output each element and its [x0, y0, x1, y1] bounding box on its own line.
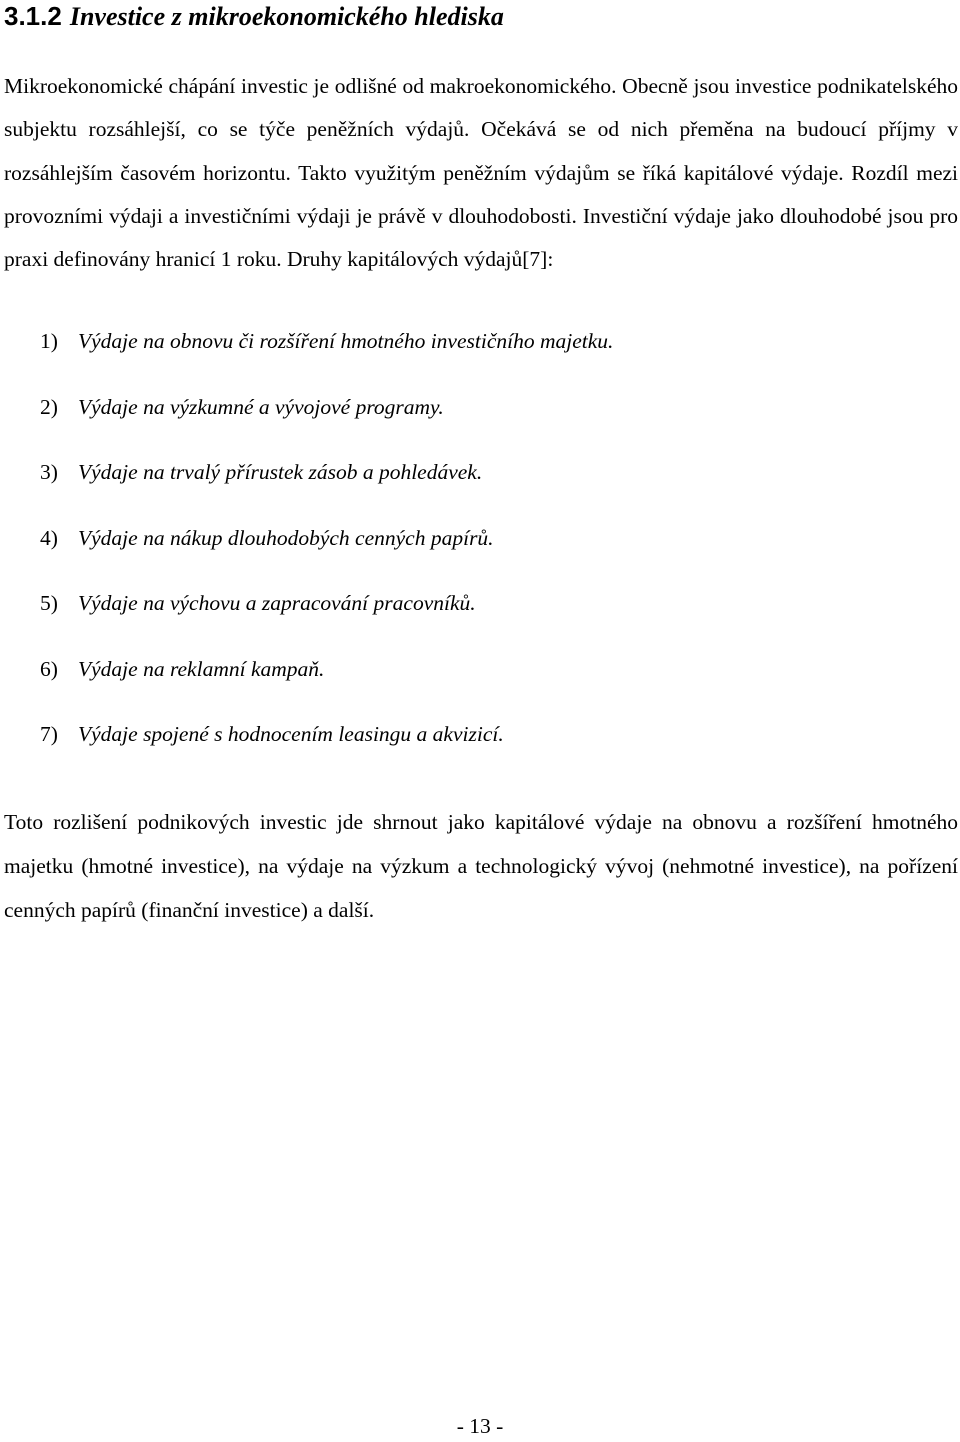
section-heading: [4, 0, 504, 33]
list-item: [40, 582, 613, 648]
list-item: [40, 386, 613, 452]
page-number: - 13 -: [456, 1414, 504, 1438]
list-item: [40, 648, 613, 714]
list-item-text: Výdaje na reklamní kampaň.: [78, 656, 325, 681]
list-item-marker: 6): [40, 656, 58, 681]
summary-paragraph: Toto rozlišení podnikových investic jde shrnout jako kapitálové výdaje na obnovu a rozšíření hmotného majetku (hmotné investice), na výdaje na výzkum a technologický vývoj (nehmotné investice), na pořízení cenných papírů (finanční investice) a další.: [4, 810, 958, 922]
list-item: [40, 713, 613, 779]
list-item-text: Výdaje na výzkumné a vývojové programy.: [78, 394, 444, 419]
section-title: Investice z mikroekonomického hlediska: [69, 2, 504, 31]
list-item-marker: 5): [40, 591, 58, 615]
list-item-text: Výdaje na výchovu a zapracování pracovníků.: [78, 591, 476, 615]
list-item-marker: 4): [40, 525, 58, 550]
list-item-marker: 2): [40, 394, 58, 419]
list-item-text: Výdaje na nákup dlouhodobých cenných papírů.: [78, 525, 494, 550]
list-item: [40, 451, 613, 517]
list-item-text: Výdaje na obnovu či rozšíření hmotného investičního majetku.: [78, 329, 614, 353]
capital-expenditure-list: [40, 320, 613, 779]
intro-paragraph: Mikroekonomické chápání investic je odlišné od makroekonomického. Obecně jsou investice podnikatelského subjektu rozsáhlejší, co se týče peněžních výdajů. Očekává se od nich přeměna na budoucí příjmy v rozsáhlejším časovém horizontu. Takto využitým peněžním výdajům se říká kapitálové výdaje. Rozdíl mezi provozními výdaji a investičními výdaji je právě v dlouhodobosti. Investiční výdaje jako dlouhodobé jsou pro praxi definovány hranicí 1 roku. Druhy kapitálových výdajů[7]:: [4, 74, 958, 272]
list-item-text: Výdaje na trvalý přírustek zásob a pohledávek.: [78, 460, 483, 484]
list-item: [40, 517, 613, 583]
list-item-marker: 1): [40, 329, 58, 353]
list-item: [40, 320, 613, 386]
list-item-marker: 7): [40, 722, 58, 746]
list-item-marker: 3): [40, 460, 58, 484]
list-item-text: Výdaje spojené s hodnocením leasingu a akvizicí.: [78, 722, 504, 746]
section-number: 3.1.2: [4, 1, 62, 31]
